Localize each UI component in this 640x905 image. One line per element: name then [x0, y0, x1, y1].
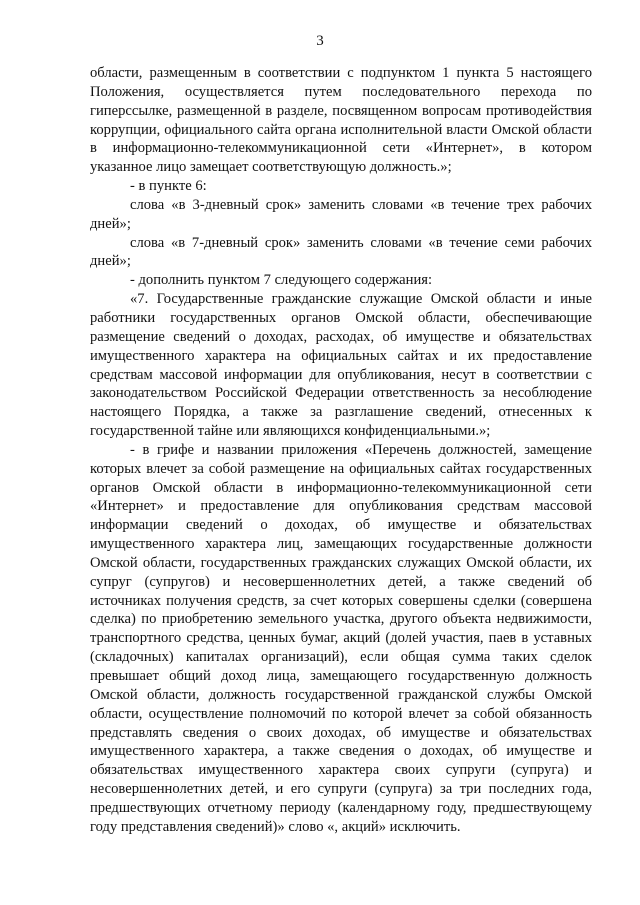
paragraph-point-6-heading: - в пункте 6:	[130, 178, 207, 195]
paragraph-appendix-amendment: - в грифе и названии приложения «Перечень должностей, замещение которых влечет за собой размещение на официальных сайтах государственных органов Омской области в информационно-телекоммуникационной сети «Интернет» и предоставление для опубликования средствам массовой информации сведений о доходах, об имуществе и обязательствах имущественного характера лиц, замещающих государственные должности Омской области, государственных гражданских служащих Омской области, их супруг (супругов) и несовершеннолетних детей, а также сведений об источниках получения средств, за счет которых совершены сделки (совершена сделка) по приобретению земельного участка, другого объекта недвижимости, транспортного средства, ценных бумаг, акций (долей участия, паев в уставных (складочных) капиталах организаций), если общая сумма таких сделок превышает общий доход лица, замещающего государственную должность Омской области, должность государственной гражданской службы Омской области, осуществление полномочий по которой влечет за собой обязанность представлять сведения о своих доходах, об имуществе и обязательствах имущественного характера, а также сведения о доходах, об имуществе и обязательствах имущественного характера своих супруги (супруга) и несовершеннолетних детей, и его супруги (супруга) за три последних года, предшествующих отчетному периоду (календарному году, предшествующему году представления сведений)» слово «, акций» исключить.	[90, 441, 592, 835]
page-number: 3	[316, 33, 324, 49]
paragraph-3-day-replacement: слова «в 3-дневный срок» заменить словами «в течение трех рабочих дней»;	[90, 196, 592, 232]
document-body	[90, 64, 592, 837]
paragraph-point-7-text: «7. Государственные гражданские служащие Омской области и иные работники государственных органов Омской области, обеспечивающие размещение сведений о доходах, расходах, об имуществе и обязательствах имущественного характера на официальных сайтах и их предоставление средствам массовой информации для опубликования, несут в соответствии с законодательством Российской Федерации ответственность за несоблюдение настоящего Порядка, а также за разглашение сведений, отнесенных к государственной тайне или являющихся конфиденциальными.»;	[90, 291, 592, 440]
paragraph-7-day-replacement: слова «в 7-дневный срок» заменить словами «в течение семи рабочих дней»;	[90, 234, 592, 270]
paragraph-add-point-7: - дополнить пунктом 7 следующего содержания:	[130, 272, 433, 289]
paragraph-continuation: области, размещенным в соответствии с подпунктом 1 пункта 5 настоящего Положения, осуществляется путем последовательного перехода по гиперссылке, размещенной в разделе, посвященном вопросам противодействия коррупции, официального сайта органа исполнительной власти Омской области в информационно-телекоммуникационной сети «Интернет», в котором указанное лицо замещает соответствующую должность.»;	[90, 65, 592, 176]
